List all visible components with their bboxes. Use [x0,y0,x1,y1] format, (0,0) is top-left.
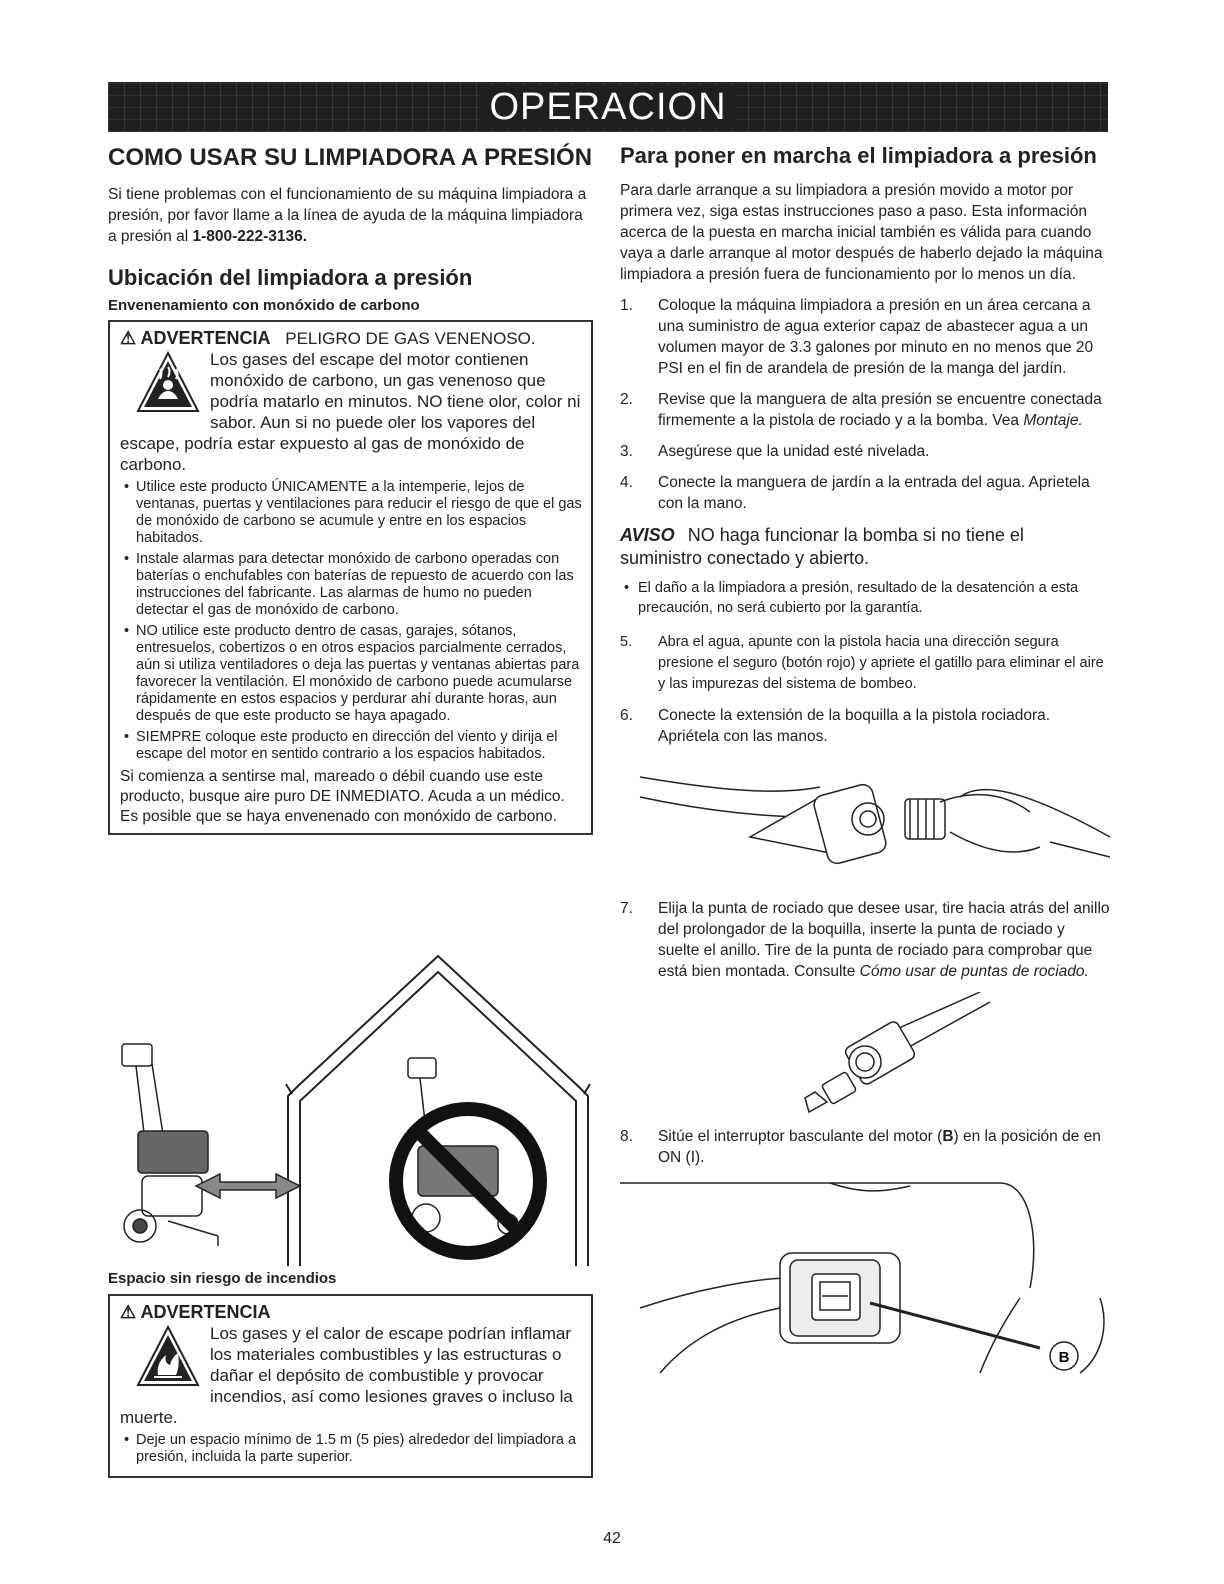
warning-bullet: • Utilice este producto ÚNICAMENTE a la intemperie, lejos de ventanas, puertas y ventilaciones para reducir el riesgo de que el gas de monóxido de carbono se acumule y entre en los espacios habitados. [120,479,583,547]
fire-hazard-warning-icon [136,1325,200,1387]
location-heading: Ubicación del limpiadora a presión [108,265,473,290]
cross-reference: Cómo usar de puntas de rociado. [859,963,1089,980]
steps-list-d [620,1126,1110,1168]
notice-label: AVISO [620,525,675,545]
warning-bullets [120,1432,583,1466]
warning-intro: Los gases y el calor de escape podrían inflamar los materiales combustibles y las estructuras o dañar el depósito de combustible y provocar incendios, así como lesiones graves o incluso la muerte. [120,1324,573,1427]
banner-title: OPERACION [481,86,734,129]
step-item: 5. Abra el agua, apunte con la pistola hacia una dirección segura presione el seguro (botón rojo) y apriete el gatillo para eliminar el aire y las impurezas del sistema de bombeo. [620,634,1104,692]
cross-reference: Montaje. [1023,412,1083,429]
step-item: 6. Conecte la extensión de la boquilla a la pistola rociadora. Apriétela con las manos. [620,707,1051,745]
warning-header [120,328,583,349]
nozzle-extension-figure [620,757,1110,892]
steps-list-a [620,295,1110,514]
spray-tip-figure [620,992,1110,1122]
warning-bullet: • NO utilice este producto dentro de casas, garajes, sótanos, entresuelos, cobertizos o en otros espacios parcialmente cerrados, aún si utiliza ventiladores o deja las puertas y ventanas abiertas para favorecer la ventilación. El monóxido de carbono puede acumularse rápidamente en estos espacios y perdurar ahí durante horas, aun después de que este producto se haya apagado. [120,623,583,725]
left-column [108,144,593,835]
warning-bullet: • SIEMPRE coloque este producto en dirección del viento y dirija el escape del motor en sentido contrario a los espacios habitados. [120,729,583,763]
steps-list-c [620,898,1110,982]
warning-label: ⚠ ADVERTENCIA [120,328,271,348]
main-heading: COMO USAR SU LIMPIADORA A PRESIÓN [108,144,593,171]
warning-bullets [120,479,583,763]
co-poisoning-heading: Envenenamiento con monóxido de carbono [108,297,420,314]
startup-heading: Para poner en marcha el limpiadora a presión [620,143,1097,168]
engine-switch-figure [620,1178,1110,1378]
warning-bullet: • Instale alarmas para detectar monóxido de carbono operadas con baterías o enchufables con baterías de repuesto de acuerdo con las instrucciones del fabricante. Las alarmas de humo no pueden detectar el gas de monóxido de carbono. [120,551,583,619]
notice [620,524,1110,570]
notice-bullets [620,578,1110,618]
step-item: 1. Coloque la máquina limpiadora a presión en un área cercana a una suministro de agua exterior capaz de abastecer agua a un volumen mayor de 3.3 galones por minuto en no menos que 20 PSI en el fin de arandela de presión de la manga del jardín. [620,297,1094,377]
house-clearance-illustration [108,936,593,1266]
figure-caption: Espacio sin riesgo de incendios [108,1270,337,1287]
pressure-washer-outside-drawing [122,1044,218,1246]
step-item: 2. Revise que la manguera de alta presión se encuentre conectada firmemente a la pistola de rociado y a la bomba. Vea Montaje. [620,391,1102,429]
helpline-phone: 1-800-222-3136. [192,228,308,245]
step-item: 3. Asegúrese que la unidad esté nivelada. [620,443,930,460]
warning-tail: Si comienza a sentirse mal, mareado o débil cuando use este producto, busque aire puro DE INMEDIATO. Acuda a un médico. Es posible que se haya envenenado con monóxido de carbono. [120,768,565,825]
notice-text: NO haga funcionar la bomba si no tiene el suministro conectado y abierto. [620,525,1024,568]
warning-header [120,1302,583,1323]
toxic-fumes-warning-icon [136,351,200,413]
step-item: 8. Sitúe el interruptor basculante del motor (B) en la posición de en ON (I). [620,1128,1101,1166]
startup-intro: Para darle arranque a su limpiadora a presión movido a motor por primera vez, siga estas instrucciones paso a paso. Esta información acerca de la puesta en marcha inicial también es válida para cuando vaya a darle arranque al motor después de haberlo dejado la máquina limpiadora a presión fuera de funcionamiento por lo menos un día. [620,182,1103,283]
step-item: 4. Conecte la manguera de jardín a la entrada del agua. Aprietela con la mano. [620,474,1090,512]
warning-intro: Los gases del escape del motor contienen monóxido de carbono, un gas venenoso que podría matarlo en minutos. NO tiene olor, color ni sabor. Aun si no puede oler los vapores del escape, podría estar expuesto al gas de monóxido de carbono. [120,350,581,474]
intro-paragraph [108,184,593,247]
warning-headline: PELIGRO DE GAS VENENOSO. [285,329,536,348]
callout-b [1050,1342,1078,1370]
intro-text: Si tiene problemas con el funcionamiento de su máquina limpiadora a presión, por favor llame a la línea de ayuda de la máquina limpiadora a presión al [108,186,587,245]
page-number: 42 [603,1530,621,1547]
section-banner [108,82,1108,132]
clearance-arrow-icon [196,1174,300,1198]
warning-label: ⚠ ADVERTENCIA [120,1302,271,1322]
warning-box-fire [108,1294,593,1478]
right-column [620,144,1110,1378]
callout-letter: B [1058,1349,1070,1366]
step-item: 7. Elija la punta de rociado que desee usar, tire hacia atrás del anillo del prolongador de la boquilla, inserte la punta de rociado y suelte el anillo. Tire de la punta de rociado para comprobar que está bien montada. Consulte Cómo usar de puntas de rociado. [620,900,1110,980]
warning-box-co [108,320,593,835]
notice-bullet: • El daño a la limpiadora a presión, resultado de la desatención a esta precaución, no será cubierto por la garantía. [620,578,1110,618]
steps-list-b [620,632,1110,747]
warning-bullet: • Deje un espacio mínimo de 1.5 m (5 pies) alrededor del limpiadora a presión, incluida la parte superior. [120,1432,583,1466]
